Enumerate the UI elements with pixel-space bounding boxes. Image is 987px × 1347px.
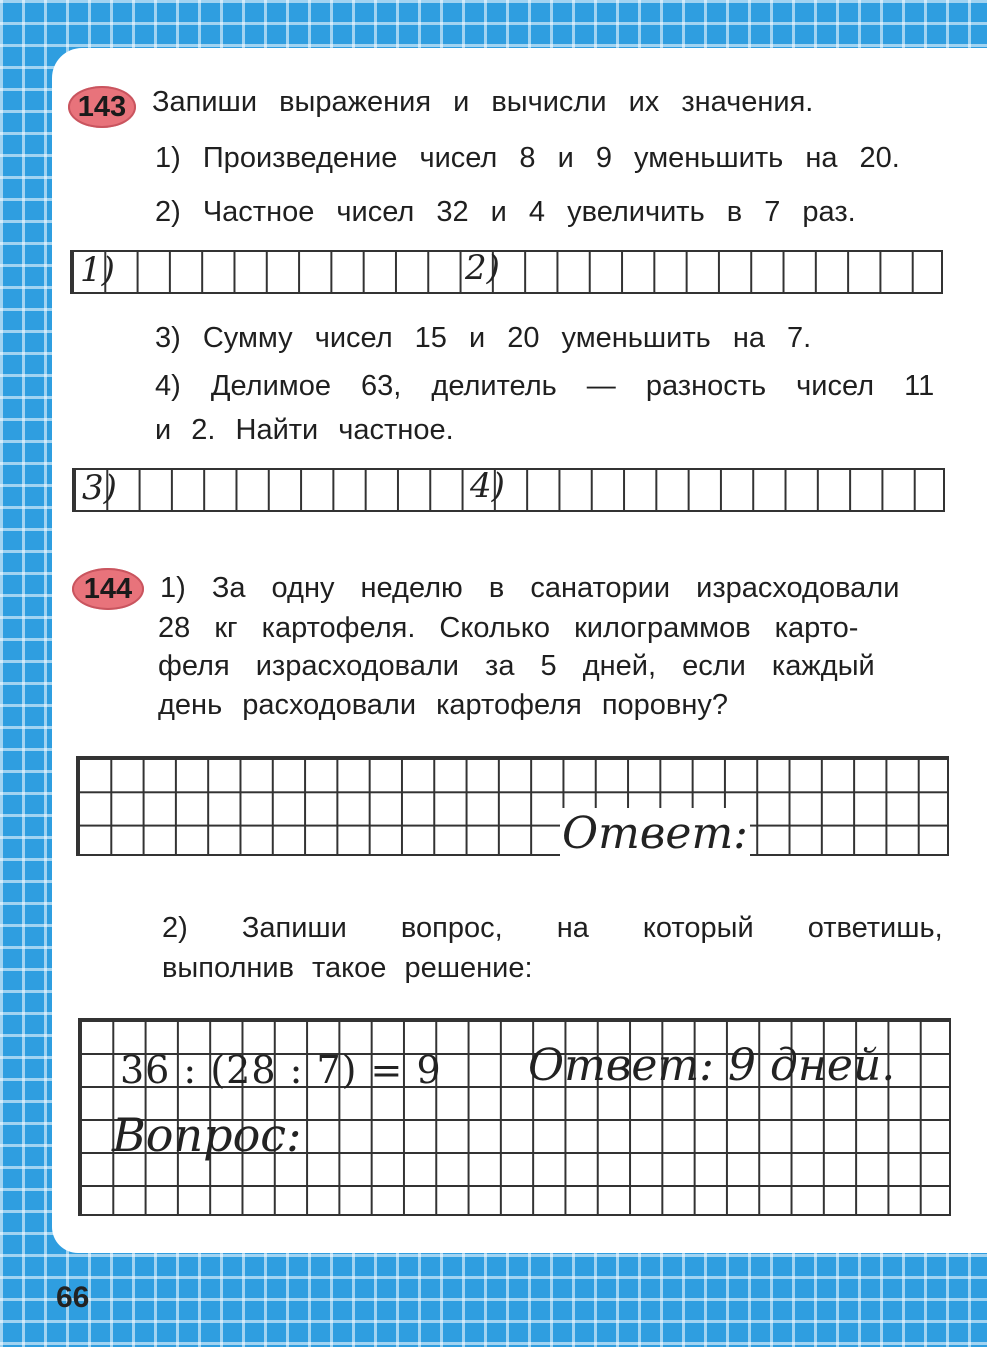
answer-grid-1[interactable]	[76, 756, 949, 856]
strip-label-1: 1)	[80, 250, 115, 290]
exercise-144-badge: 144	[72, 568, 144, 610]
exercise-144-task-1-line-2: 28 кг картофеля. Сколько килограммов карто-	[158, 612, 859, 644]
exercise-143-item-3: 3) Сумму чисел 15 и 20 уменьшить на 7.	[155, 322, 812, 354]
exercise-143-badge: 143	[68, 86, 136, 128]
exercise-143-title: Запиши выражения и вычисли их значения.	[152, 86, 814, 118]
page-number: 66	[56, 1281, 90, 1314]
answer-label-1: Ответ:	[562, 808, 748, 859]
answer-strip-1-2[interactable]	[70, 250, 943, 294]
exercise-144-task-2-line-1: 2) Запиши вопрос, на который ответишь,	[162, 912, 943, 944]
strip-label-2: 2)	[465, 248, 500, 288]
exercise-143-item-2: 2) Частное чисел 32 и 4 увеличить в 7 раз.	[155, 196, 856, 228]
exercise-143-item-1: 1) Произведение чисел 8 и 9 уменьшить на 20.	[155, 142, 900, 174]
exercise-144-task-2-line-2: выполнив такое решение:	[162, 952, 533, 984]
exercise-144-task-1-line-4: день расходовали картофеля поровну?	[158, 689, 728, 721]
solution-expression: 36 : (28 : 7) = 9	[120, 1048, 442, 1092]
question-label: Вопрос:	[112, 1108, 302, 1162]
strip-label-3: 3)	[82, 468, 117, 508]
exercise-144-task-1-line-1: 1) За одну неделю в санатории израсходовали	[160, 572, 900, 604]
answer-strip-3-4[interactable]	[72, 468, 945, 512]
exercise-143-item-4: 4) Делимое 63, делитель — разность чисел 11	[155, 370, 935, 402]
exercise-144-task-1-line-3: феля израсходовали за 5 дней, если каждый	[158, 650, 875, 682]
exercise-143-item-4-cont: и 2. Найти частное.	[155, 414, 454, 446]
strip-label-4: 4)	[470, 466, 505, 506]
answer-label-2: Ответ: 9 дней.	[528, 1040, 896, 1091]
